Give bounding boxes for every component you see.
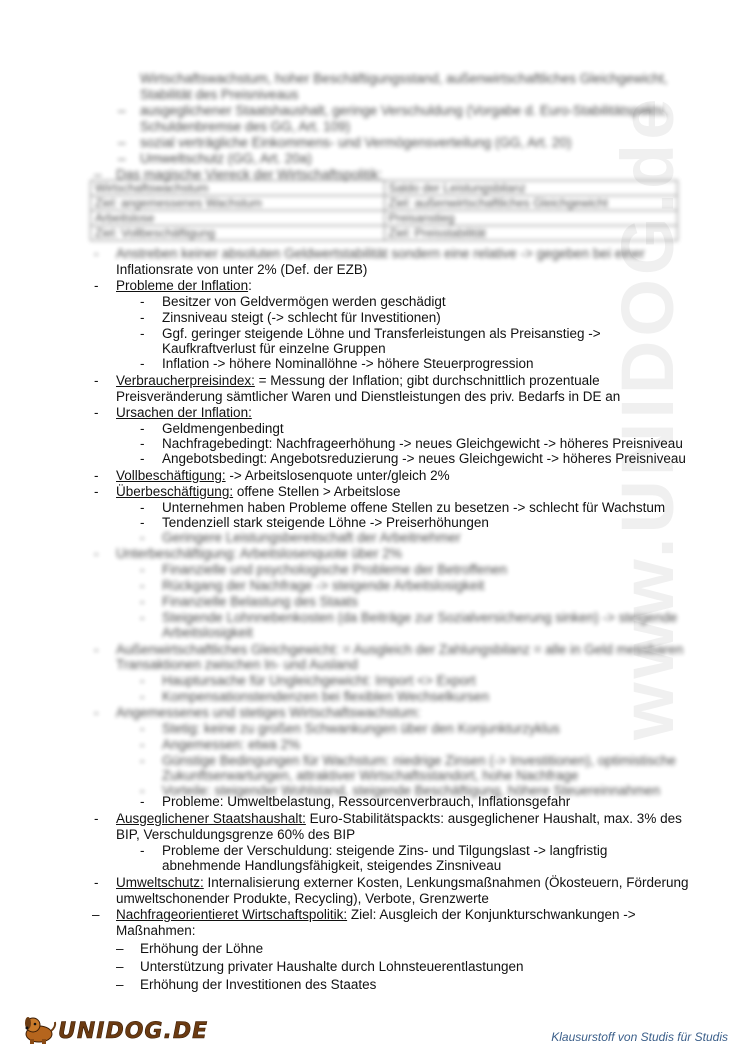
list-item: Inflation -> höhere Nominallöhne -> höhere Steuerprogression — [162, 356, 534, 371]
section-heading: Probleme der Inflation: — [116, 278, 252, 293]
list-item: Probleme der Verschuldung: steigende Zins- und Tilgungslast -> langfristig — [162, 843, 608, 858]
list-item: Nachfragebedingt: Nachfrageerhöhung -> neues Gleichgewicht -> höheres Preisniveau — [162, 436, 683, 451]
text-line: Inflationsrate von unter 2% (Def. der EZB) — [116, 262, 368, 277]
text-line: Stabilität des Preisniveaus — [140, 87, 299, 102]
text-line: BIP, Verschuldungsgrenze 60% des BIP — [116, 827, 356, 842]
unidog-logo[interactable] — [22, 1015, 208, 1048]
list-item: Ggf. geringer steigende Löhne und Transferleistungen als Preisanstieg -> — [162, 326, 601, 341]
text-line: Das magische Viereck der Wirtschaftspolitik: — [116, 167, 383, 182]
list-item: Geldmengenbedingt — [162, 421, 284, 436]
list-item: Tendenziell stark steigende Löhne -> Preiserhöhungen — [162, 515, 489, 530]
list-item: Erhöhung der Löhne — [140, 941, 264, 956]
watermark: www.UNIDOG.de — [606, 94, 689, 740]
list-item: Besitzer von Geldvermögen werden geschädigt — [162, 294, 446, 309]
text-line: sozial verträgliche Einkommens- und Vermögensverteilung (GG, Art. 20) — [140, 135, 572, 150]
list-item: Zinsniveau steigt (-> schlecht für Investitionen) — [162, 310, 441, 325]
logo-text: UNIDOG.DE — [58, 1019, 209, 1044]
list-item: Erhöhung der Investitionen des Staates — [140, 977, 377, 992]
section-heading: Überbeschäftigung: offene Stellen > Arbeitslose — [116, 484, 401, 499]
text-line: umweltschonender Produkte, Recycling), Verbote, Grenzwerte — [116, 891, 489, 906]
list-item: Unternehmen haben Probleme offene Stellen zu besetzen -> schlecht für Wachstum — [162, 500, 666, 515]
section-heading: Nachfrageorientieret Wirtschaftspolitik: Ziel: Ausgleich der Konjunkturschwankungen -> — [116, 907, 636, 922]
magic-square-table: Wirtschaftswachstum Saldo der Leistungsbilanz Ziel: angemessenes Wachstum Ziel: außenwirtschaftliches Gleichgewicht Arbeitslose Preisanstieg Ziel: Vollbeschäftigung Ziel: Preisstabilität — [90, 180, 678, 241]
section-heading: Ursachen der Inflation: — [116, 405, 252, 420]
list-item: Probleme: Umweltbelastung, Ressourcenverbrauch, Inflationsgefahr — [162, 794, 571, 809]
list-item: abnehmende Handlungsfähigkeit, steigendes Zinsniveau — [162, 858, 502, 873]
section-heading: Verbraucherpreisindex: = Messung der Inflation; gibt durchschnittlich prozentuale — [116, 373, 600, 388]
text-line: Umweltschutz (GG, Art. 20a) — [140, 151, 312, 166]
text-line: ausgeglichener Staatshaushalt, geringe Verschuldung (Vorgabe d. Euro-Stabilitätspakts, — [140, 103, 668, 118]
section-heading: Vollbeschäftigung: -> Arbeitslosenquote unter/gleich 2% — [116, 468, 450, 483]
list-item: Kaufkraftverlust für einzelne Gruppen — [162, 341, 386, 356]
text-line: Maßnahmen: — [116, 923, 196, 938]
list-item: Unterstützung privater Haushalte durch Lohnsteuerentlastungen — [140, 959, 524, 974]
list-item: Angebotsbedingt: Angebotsreduzierung -> neues Gleichgewicht -> höheres Preisniveau — [162, 451, 686, 466]
text-line: Wirtschaftswachstum, hoher Beschäftigungsstand, außenwirtschaftliches Gleichgewicht, — [140, 71, 668, 86]
footer-tagline: Klausurstoff von Studis für Studis — [551, 1030, 728, 1044]
section-heading: Umweltschutz: Internalisierung externer Kosten, Lenkungsmaßnahmen (Ökosteuern, Förderung — [116, 875, 689, 890]
text-line: Preisveränderung sämtlicher Waren und Dienstleistungen des priv. Bedarfs in DE an — [116, 389, 621, 404]
dog-icon — [22, 1015, 58, 1048]
section-heading: Ausgeglichener Staatshaushalt: Euro-Stabilitätspackts: ausgeglichener Haushalt, max. 3% des — [116, 811, 682, 826]
text-line: Schuldenbremse des GG, Art. 109) — [140, 119, 351, 134]
